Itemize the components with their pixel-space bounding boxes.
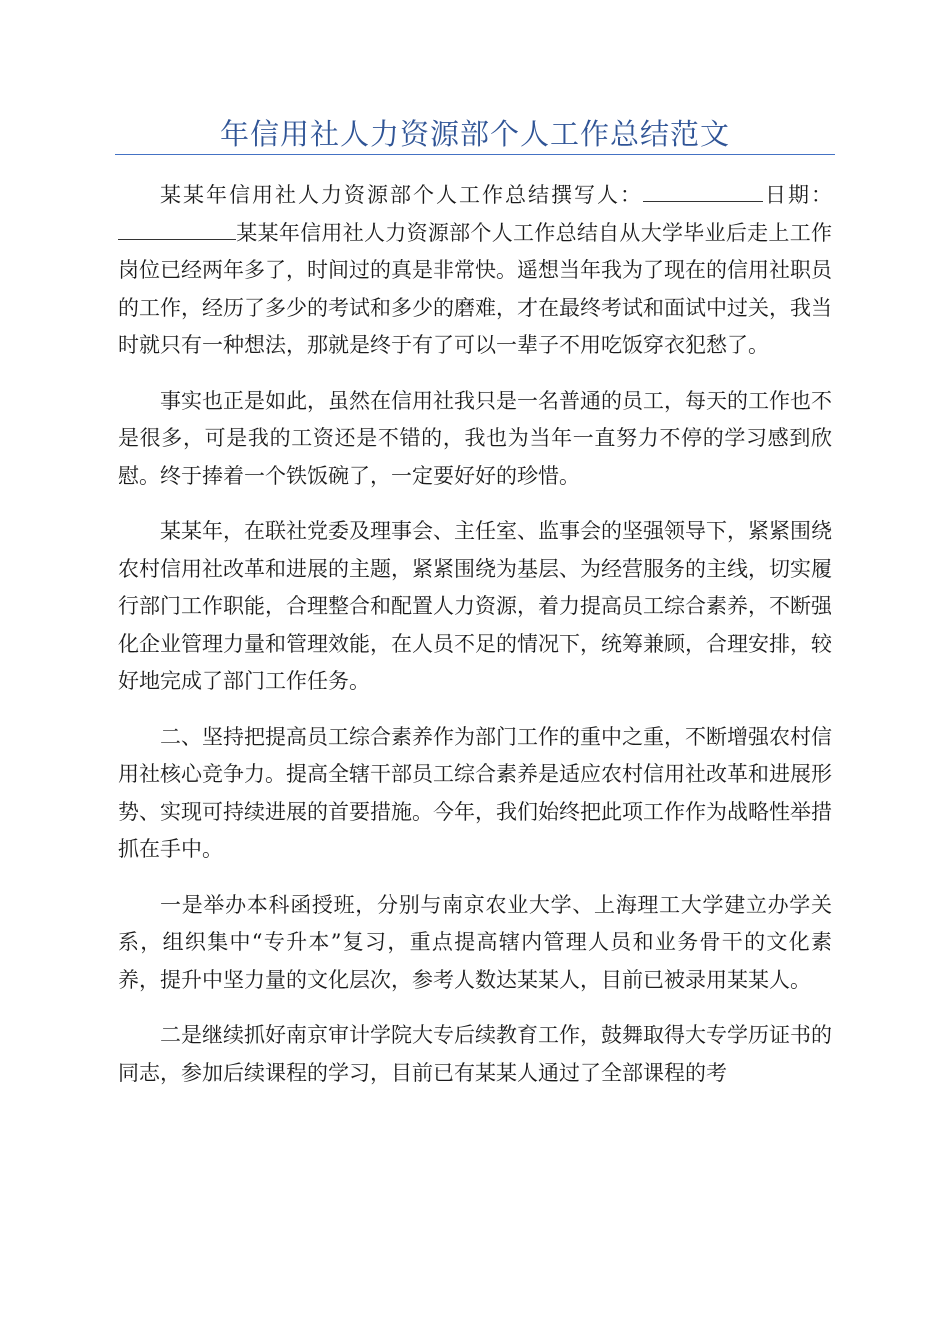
intro-date-label: 日期： xyxy=(763,183,832,207)
document-body xyxy=(118,177,832,1110)
body-paragraph: 一是举办本科函授班，分别与南京农业大学、上海理工大学建立办学关系，组织集中“专升本”复习，重点提高辖内管理人员和业务骨干的文化素养，提升中坚力量的文化层次，参考人数达某某人，目前已被录用某某人。 xyxy=(118,892,832,992)
body-paragraph: 事实也正是如此，虽然在信用社我只是一名普通的员工，每天的工作也不是很多，可是我的工资还是不错的，我也为当年一直努力不停的学习感到欣慰。终于捧着一个铁饭碗了，一定要好好的珍惜。 xyxy=(118,388,832,488)
date-blank xyxy=(118,217,236,240)
body-paragraph: 二是继续抓好南京审计学院大专后续教育工作，鼓舞取得大专学历证书的同志，参加后续课程的学习，目前已有某某人通过了全部课程的考 xyxy=(118,1023,832,1085)
body-paragraph: 二、坚持把提高员工综合素养作为部门工作的重中之重，不断增强农村信用社核心竞争力。提高全辖干部员工综合素养是适应农村信用社改革和进展形势、实现可持续进展的首要措施。今年，我们始终把此项工作作为战略性举措抓在手中。 xyxy=(118,724,832,861)
intro-author-label: 某某年信用社人力资源部个人工作总结撰写人： xyxy=(160,183,643,207)
title-underline xyxy=(115,154,835,155)
intro-text: 某某年信用社人力资源部个人工作总结自从大学毕业后走上工作岗位已经两年多了，时间过的真是非常快。遥想当年我为了现在的信用社职员的工作，经历了多少的考试和多少的磨难，才在最终考试和面试中过关，我当时就只有一种想法，那就是终于有了可以一辈子不用吃饭穿衣犯愁了。 xyxy=(118,220,832,357)
body-paragraph: 某某年，在联社党委及理事会、主任室、监事会的坚强领导下，紧紧围绕农村信用社改革和进展的主题，紧紧围绕为基层、为经营服务的主线，切实履行部门工作职能，合理整合和配置人力资源，着力提高员工综合素养，不断强化企业管理力量和管理效能，在人员不足的情况下，统筹兼顾，合理安排，较好地完成了部门工作任务。 xyxy=(118,519,832,693)
intro-paragraph xyxy=(118,177,832,365)
author-blank xyxy=(643,179,763,202)
document-title: 年信用社人力资源部个人工作总结范文 xyxy=(219,117,730,151)
